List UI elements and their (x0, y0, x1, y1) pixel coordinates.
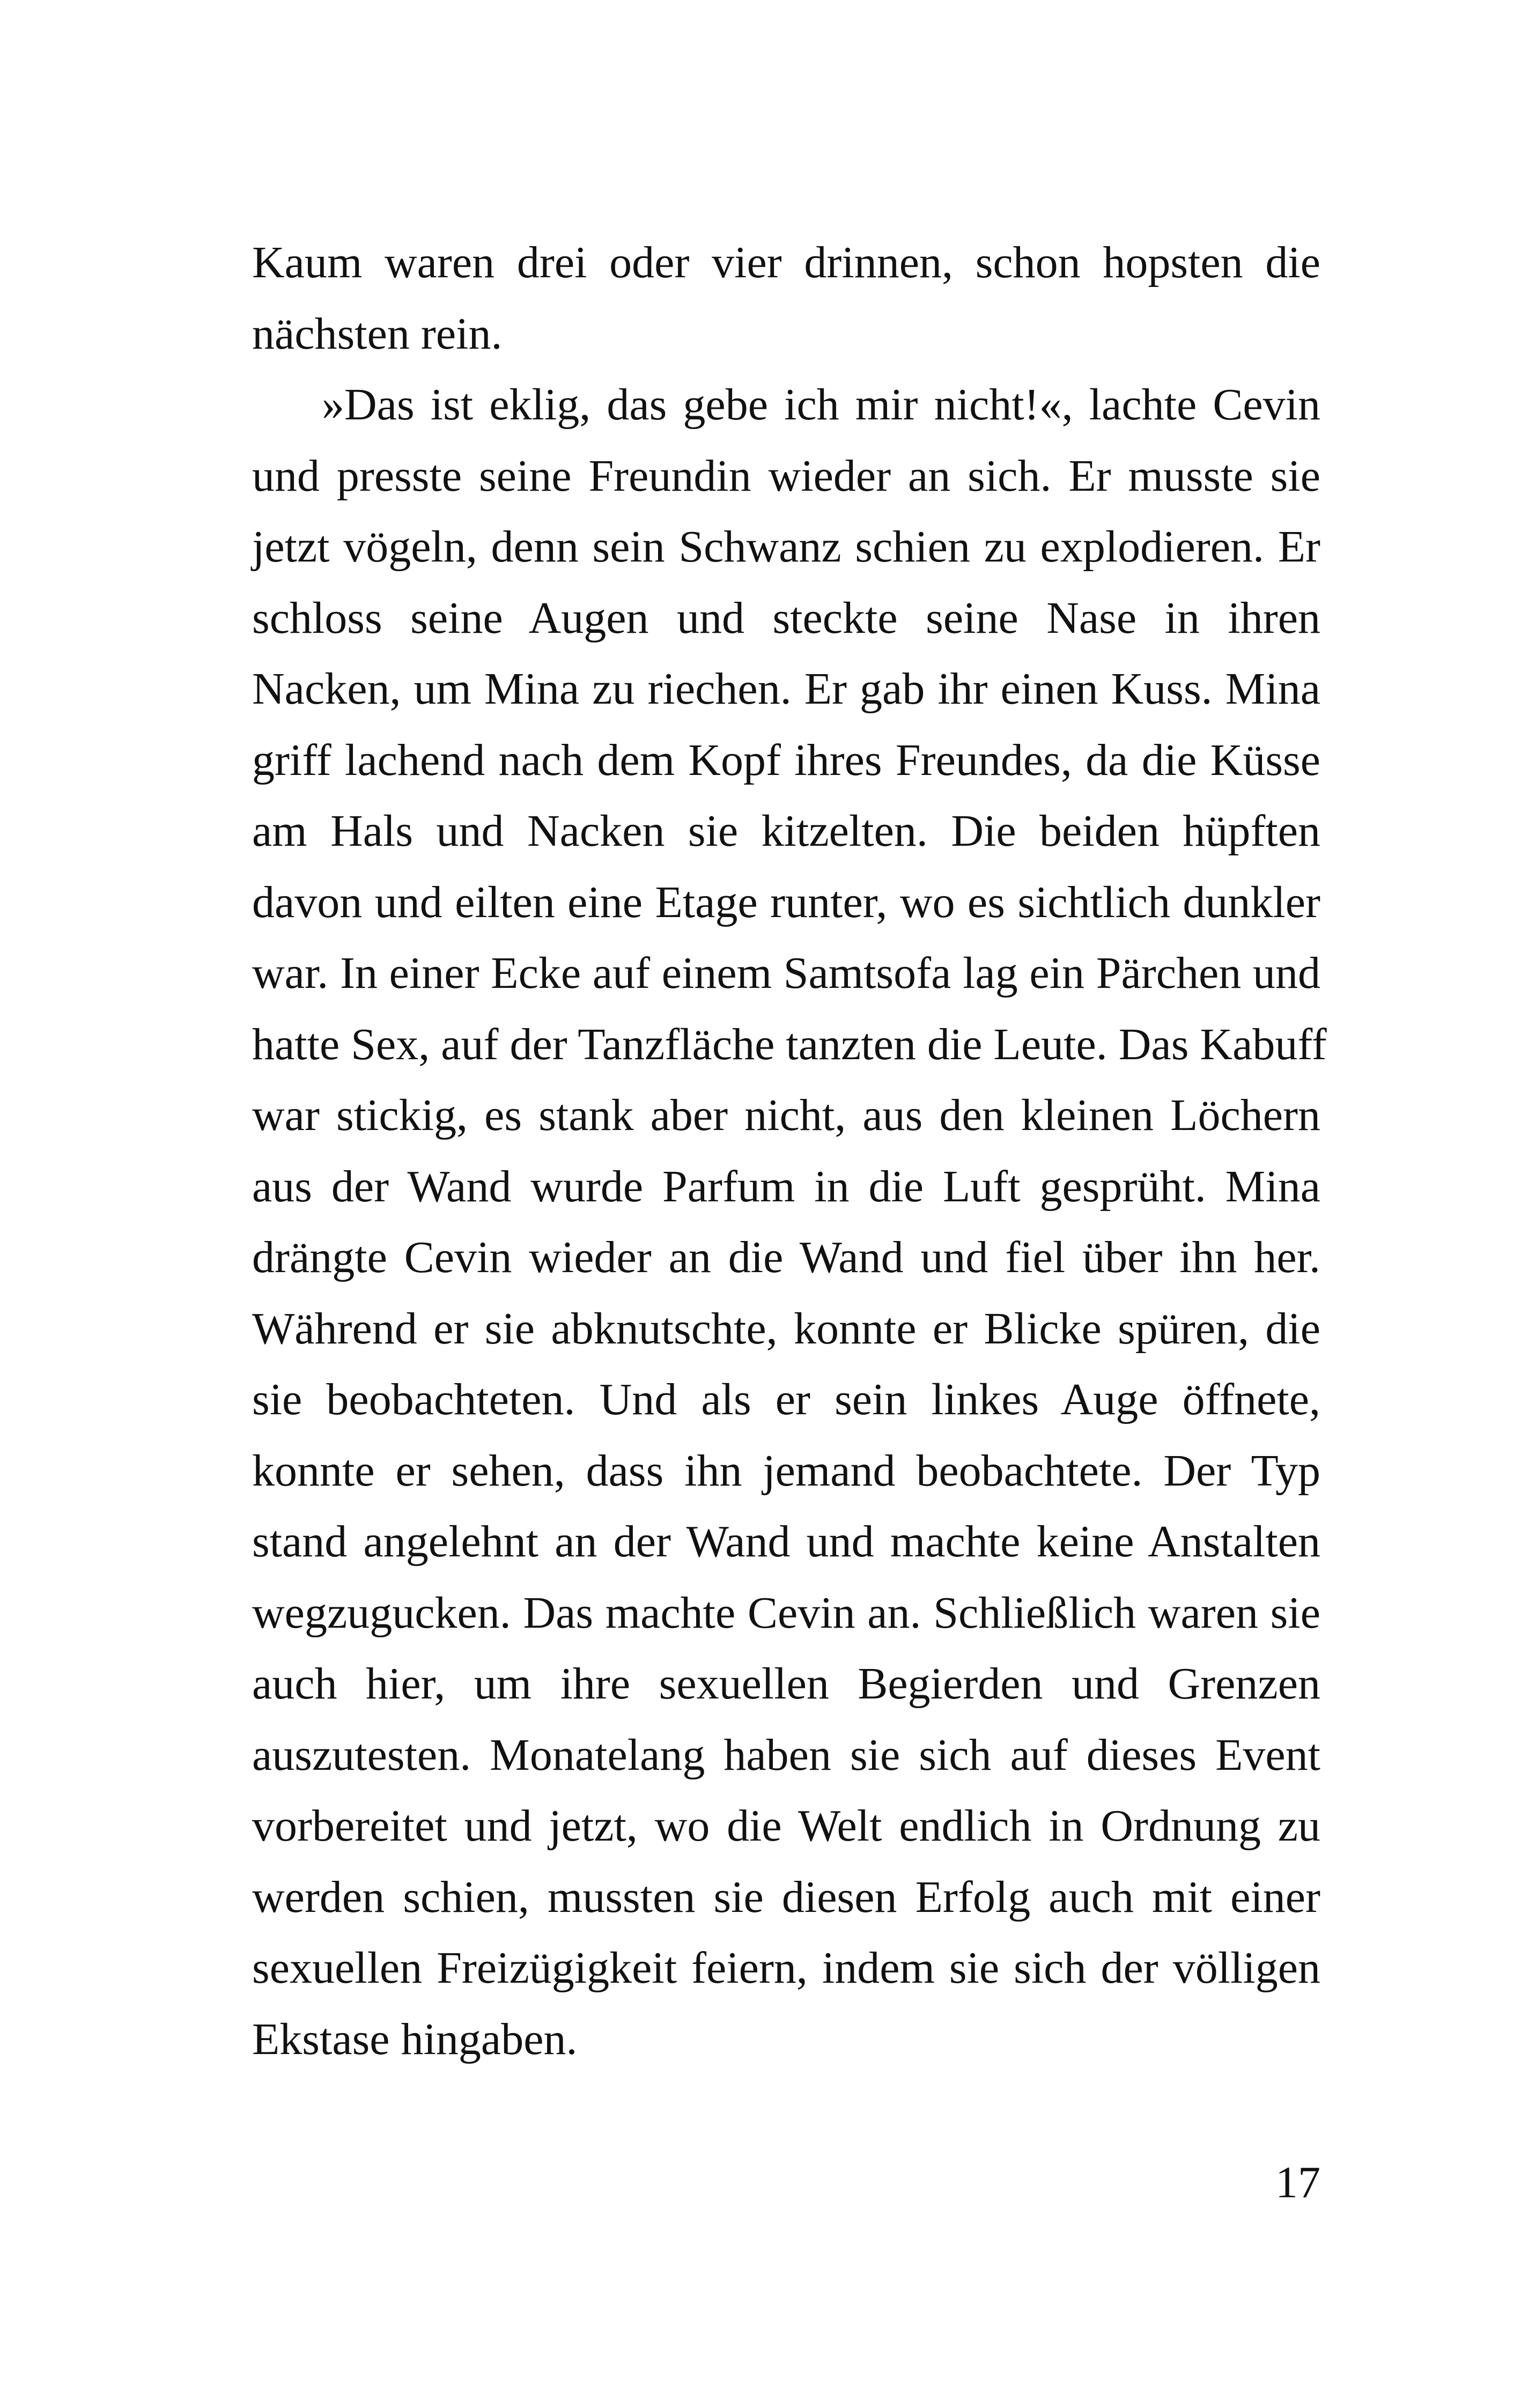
text-line: schloss seine Augen und steckte seine Nase in ihren (252, 593, 1320, 643)
text-line: werden schien, mussten sie diesen Erfolg auch mit einer (252, 1872, 1320, 1922)
page-number: 17 (1275, 2158, 1320, 2207)
body-text (252, 227, 1327, 2075)
text-line: davon und eilten eine Etage runter, wo es sichtlich dunkler (252, 877, 1320, 927)
text-line: auszutesten. Monatelang haben sie sich auf dieses Event (252, 1730, 1320, 1780)
text-line: hatte Sex, auf der Tanzfläche tanzten die Leute. Das Kabuff (252, 1019, 1327, 1069)
text-line: war. In einer Ecke auf einem Samtsofa lag ein Pärchen und (252, 948, 1320, 998)
text-line: auch hier, um ihre sexuellen Begierden und Grenzen (252, 1659, 1320, 1709)
text-line: Ekstase hingaben. (252, 2014, 578, 2064)
text-line: griff lachend nach dem Kopf ihres Freundes, da die Küsse (252, 735, 1320, 785)
text-line: vorbereitet und jetzt, wo die Welt endlich in Ordnung zu (252, 1801, 1320, 1851)
text-line: war stickig, es stank aber nicht, aus den kleinen Löchern (252, 1090, 1320, 1140)
text-line: Kaum waren drei oder vier drinnen, schon hopsten die (252, 238, 1320, 287)
text-line: nächsten rein. (252, 308, 503, 359)
text-line: Während er sie abknutschte, konnte er Blicke spüren, die (252, 1303, 1320, 1354)
text-line: wegzugucken. Das machte Cevin an. Schließlich waren sie (252, 1587, 1320, 1638)
text-line: jetzt vögeln, denn sein Schwanz schien zu explodieren. Er (252, 522, 1320, 572)
text-line: sie beobachteten. Und als er sein linkes Auge öffnete, (252, 1375, 1320, 1424)
text-line: am Hals und Nacken sie kitzelten. Die beiden hüpften (252, 806, 1320, 856)
text-line: drängte Cevin wieder an die Wand und fiel über ihn her. (252, 1232, 1320, 1282)
text-line: stand angelehnt an der Wand und machte keine Anstalten (252, 1517, 1320, 1567)
text-line: aus der Wand wurde Parfum in die Luft gesprüht. Mina (252, 1161, 1320, 1212)
text-line: »Das ist eklig, das gebe ich mir nicht!«, lachte Cevin (322, 380, 1320, 430)
text-line: sexuellen Freizügigkeit feiern, indem sie sich der völligen (252, 1943, 1320, 1993)
text-line: und presste seine Freundin wieder an sich. Er musste sie (252, 450, 1320, 501)
text-line: Nacken, um Mina zu riechen. Er gab ihr einen Kuss. Mina (252, 664, 1320, 714)
text-line: konnte er sehen, dass ihn jemand beobachtete. Der Typ (252, 1445, 1320, 1496)
